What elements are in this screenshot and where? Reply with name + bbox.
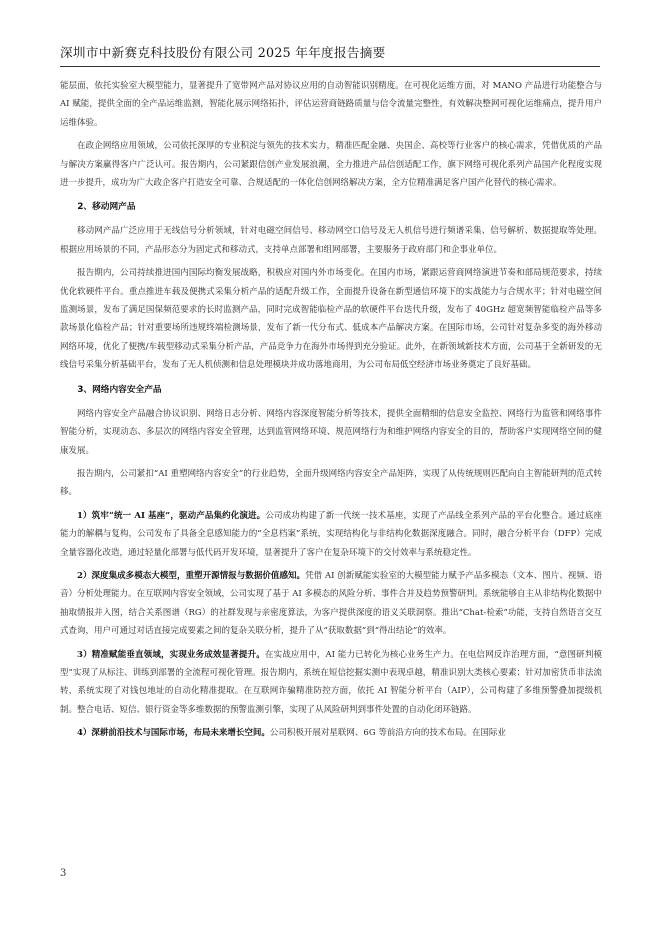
list-item-ai-foundation: [60, 507, 602, 562]
section-heading-content-security: 3、网络内容安全产品: [77, 384, 162, 395]
list-item-text: 公司积极开展对星联网、6G 等前沿方向的技术布局。在国际业: [269, 728, 506, 739]
report-header: 深圳市中新赛克科技股份有限公司 2025 年年度报告摘要: [60, 42, 600, 67]
list-item-lead: 3）精准赋能垂直领域，实现业务成效显著提升。: [77, 649, 265, 660]
list-item-lead: 1）筑牢“统一 AI 基座”，驱动产品集约化演进。: [77, 510, 266, 521]
page-number: 3: [60, 868, 67, 879]
list-item-vertical-domain: [60, 646, 602, 720]
paragraph-content-security-intro: 网络内容安全产品融合协议识别、网络日志分析、网络内容深度智能分析等技术，提供全面精细的信息安全监控、网络行为监管和网络事件智能分析，实现动态、多层次的网络内容安全管理，达到监管网络环境、规范网络行为和维护网络内容安全的目的，帮助客户实现网络空间的健康发展。: [60, 408, 602, 456]
report-body: [60, 77, 602, 748]
paragraph-enterprise-network: 在政企网络应用领域，公司依托深厚的专业积淀与领先的技术实力，精准匹配金融、央国企、高校等行业客户的核心需求，凭借优质的产品与解决方案赢得客户广泛认可。报告期内，公司紧跟信创产业发展浪潮，全力推进产品信创适配工作，旗下网络可视化系列产品国产化程度实现进一步提升，成功为广大政企客户打造安全可靠、合规适配的一体化信创网络解决方案，全方位精准满足客户国产化替代的核心需求。: [60, 141, 602, 189]
list-item-lead: 2）深度集成多模态大模型，重塑开源情报与数据价值感知。: [77, 570, 306, 581]
list-item-text: 在实战应用中，AI 能力已转化为核心业务生产力。在电信网反诈治理方面，“意图研判模型”实现了从标注、训练到部署的全流程可视化管理。报告期内，系统在短信挖掘实测中表现卓越，精准识别大类核心要素；针对加密货币非法流转，系统实现了对钱包地址的自动化精准提取。在互联网诈骗精准防控方面，依托 AI 智能分析平台（AIP），公司构建了多维预警叠加提级机制。整合电话、短信、银行资金等多维数据的预警监测引擎，实现了从风险研判到事件处置的自动化闭环链路。: [60, 649, 602, 715]
section-heading-mobile-network: 2、移动网产品: [77, 202, 136, 213]
paragraph-visualization-ops: 能层面，依托实验室大模型能力，显著提升了宽带网产品对协议应用的自动智能识别精度。在可视化运维方面，对 MANO 产品进行功能整合与 AI 赋能，提供全面的全产品运维监测，智能化展示网络拓扑，评估运营商链路质量与信令流量完整性，有效解决整网可视化运维痛点，提升用户运维体验。: [60, 81, 602, 128]
list-item-text: 公司成功构建了新一代统一技术基座，实现了产品线全系列产品的平台化整合。通过底座能力的解耦与复构，公司发布了具备全息感知能力的“全息档案”系统，实现结构化与非结构化数据深度融合。同时，融合分析平台（DFP）完成全量容器化改造，通过轻量化部署与低代码开发环境，显著提升了客户在复杂环境下的交付效率与系统稳定性。: [60, 510, 602, 558]
list-item-frontier-tech: [60, 724, 602, 742]
list-item-text: 凭借 AI 创新赋能实验室的大模型能力赋予产品多模态（文本、图片、视频、语音）分析处理能力。在互联网内容安全领域，公司实现了基于 AI 多模态的风险分析、事件合并及趋势预警研判。系统能够自主从非结构化数据中抽取情报并入图，结合关系图谱（RG）的社群发现与亲密度算法，为客户提供深度的语义关联洞察。推出“Chat-检索”功能，支持自然语言交互式查询，用户可通过对话直接完成要素之间的复杂关联分析，提升了从“获取数据”到“得出结论”的效率。: [60, 570, 603, 637]
list-item-multimodal: [60, 567, 602, 641]
list-item-lead: 4）深耕前沿技术与国际市场，布局未来增长空间。: [77, 728, 270, 739]
paragraph-mobile-report: 报告期内，公司持续推进国内国际均衡发展战略，积极应对国内外市场变化。在国内市场，紧跟运营商网络演进节奏和部局规范要求，持续优化软硬件平台。重点推进车载及便携式采集分析产品的适配升级工作，全面提升设备在新型通信环境下的实战能力与合规水平；针对电磁空间监测场景，发布了满足国保频范要求的长时监测产品，同时完成智能临检产品的软硬件平台迭代升级，发布了 40GHz 超宽频智能临检产品等多款场景化临检产品；针对重要场所违规终端检测场景，发布了新一代分布式、低成本产品解决方案。在国际市场，公司针对复杂多变的海外移动网络环境，优化了便携/车载型移动式采集分析产品，产品竞争力在海外市场得到充分验证。此外，在新领域新技术方面，公司基于全新研发的无线信号采集分析基础平台，发布了无人机侦测和信息处理模块并成功落地商用，为公司布局低空经济市场业务奠定了良好基础。: [60, 268, 602, 371]
paragraph-content-security-report: 报告期内，公司紧扣“AI 重塑网络内容安全”的行业趋势，全面升级网络内容安全产品矩阵，实现了从传统规则匹配向自主智能研判的范式转移。: [60, 468, 602, 498]
paragraph-mobile-intro: 移动网产品广泛应用于无线信号分析领域，针对电磁空间信号、移动网空口信号及无人机信号进行频谱采集、信号解析、数据提取等处理。根据应用场景的不同，产品形态分为固定式和移动式，支持单点部署和组网部署，主要服务于政府部门和企事业单位。: [60, 226, 602, 255]
